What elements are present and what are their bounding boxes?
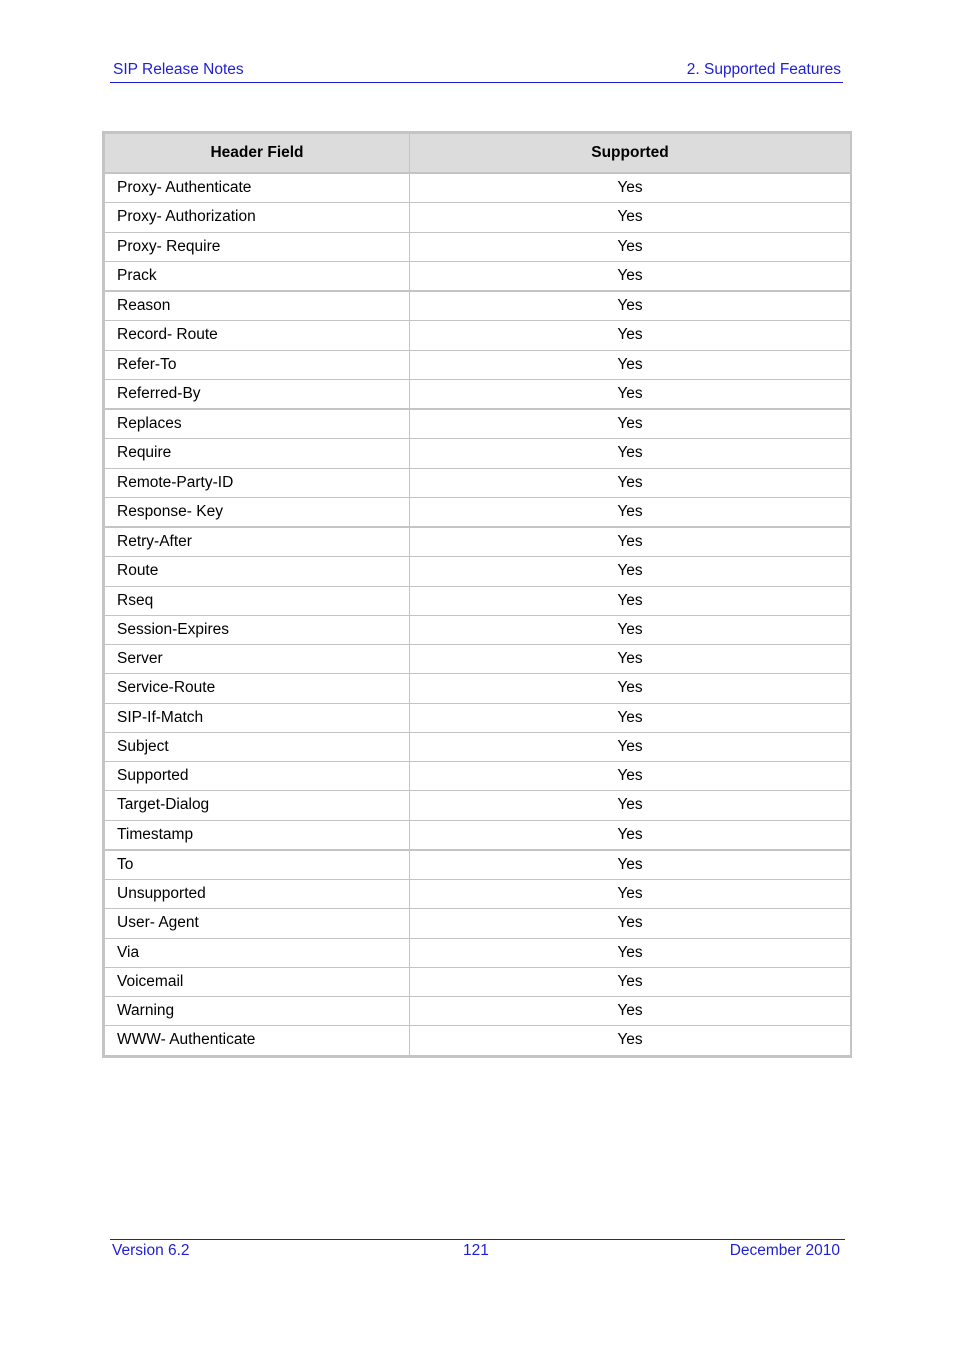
supported-cell: Yes [410, 557, 851, 586]
table-row [105, 880, 851, 909]
header-field-cell: Refer-To [105, 350, 410, 379]
supported-cell: Yes [410, 615, 851, 644]
table-row [105, 1026, 851, 1055]
header-fields-table [102, 131, 852, 1058]
table-body [105, 173, 851, 1055]
header-field-cell: Reason [105, 291, 410, 321]
table-header-row [105, 134, 851, 174]
supported-cell: Yes [410, 203, 851, 232]
header-field-cell: Proxy- Require [105, 232, 410, 261]
table-row [105, 468, 851, 497]
supported-cell: Yes [410, 967, 851, 996]
header-field-cell: Subject [105, 732, 410, 761]
header-field-cell: Unsupported [105, 880, 410, 909]
table-row [105, 350, 851, 379]
supported-cell: Yes [410, 173, 851, 203]
table-row [105, 586, 851, 615]
header-field-cell: Proxy- Authorization [105, 203, 410, 232]
table-row [105, 703, 851, 732]
supported-cell: Yes [410, 409, 851, 439]
column-header-field: Header Field [105, 134, 410, 174]
supported-cell: Yes [410, 232, 851, 261]
supported-cell: Yes [410, 468, 851, 497]
supported-cell: Yes [410, 350, 851, 379]
header-field-cell: Remote-Party-ID [105, 468, 410, 497]
table-row [105, 674, 851, 703]
header-field-cell: Route [105, 557, 410, 586]
supported-cell: Yes [410, 850, 851, 880]
table-row [105, 527, 851, 557]
table-row [105, 173, 851, 203]
header-field-cell: Replaces [105, 409, 410, 439]
supported-cell: Yes [410, 645, 851, 674]
header-field-cell: SIP-If-Match [105, 703, 410, 732]
header-field-cell: Record- Route [105, 321, 410, 350]
header-field-cell: Proxy- Authenticate [105, 173, 410, 203]
table-row [105, 820, 851, 850]
table-row [105, 997, 851, 1026]
table-row [105, 967, 851, 996]
header-field-cell: Require [105, 439, 410, 468]
header-field-cell: To [105, 850, 410, 880]
header-field-cell: Referred-By [105, 379, 410, 409]
document-title: SIP Release Notes [113, 61, 244, 78]
header-field-cell: Warning [105, 997, 410, 1026]
supported-cell: Yes [410, 732, 851, 761]
date-label: December 2010 [729, 1242, 840, 1259]
column-header-supported: Supported [410, 134, 851, 174]
table-row [105, 762, 851, 791]
supported-cell: Yes [410, 291, 851, 321]
header-field-cell: Prack [105, 261, 410, 291]
supported-cell: Yes [410, 880, 851, 909]
table-row [105, 261, 851, 291]
table-row [105, 379, 851, 409]
table-row [105, 557, 851, 586]
supported-cell: Yes [410, 703, 851, 732]
table-row [105, 909, 851, 938]
supported-cell: Yes [410, 1026, 851, 1055]
header-field-cell: Supported [105, 762, 410, 791]
supported-cell: Yes [410, 674, 851, 703]
header-field-cell: Server [105, 645, 410, 674]
table-row [105, 850, 851, 880]
header-field-cell: Voicemail [105, 967, 410, 996]
header-field-cell: Retry-After [105, 527, 410, 557]
supported-cell: Yes [410, 997, 851, 1026]
table-row [105, 615, 851, 644]
header-field-cell: Service-Route [105, 674, 410, 703]
table-row [105, 321, 851, 350]
header-field-cell: Session-Expires [105, 615, 410, 644]
supported-cell: Yes [410, 321, 851, 350]
supported-cell: Yes [410, 820, 851, 850]
header-field-cell: Rseq [105, 586, 410, 615]
supported-cell: Yes [410, 762, 851, 791]
table-row [105, 439, 851, 468]
page-number: 121 [463, 1242, 489, 1259]
supported-cell: Yes [410, 586, 851, 615]
header-field-cell: User- Agent [105, 909, 410, 938]
table-row [105, 497, 851, 527]
header-field-cell: Response- Key [105, 497, 410, 527]
section-title: 2. Supported Features [686, 61, 841, 78]
table-row [105, 409, 851, 439]
table-row [105, 645, 851, 674]
supported-cell: Yes [410, 938, 851, 967]
table-row [105, 732, 851, 761]
table-row [105, 203, 851, 232]
header-field-cell: WWW- Authenticate [105, 1026, 410, 1055]
supported-cell: Yes [410, 379, 851, 409]
header-field-cell: Timestamp [105, 820, 410, 850]
supported-cell: Yes [410, 791, 851, 820]
header-field-cell: Via [105, 938, 410, 967]
table-row [105, 938, 851, 967]
version-label: Version 6.2 [112, 1242, 190, 1259]
header-field-cell: Target-Dialog [105, 791, 410, 820]
page-footer [110, 1239, 845, 1264]
page-header [110, 58, 843, 83]
supported-cell: Yes [410, 909, 851, 938]
table-row [105, 291, 851, 321]
supported-cell: Yes [410, 527, 851, 557]
table-row [105, 232, 851, 261]
supported-cell: Yes [410, 439, 851, 468]
table-row [105, 791, 851, 820]
supported-cell: Yes [410, 497, 851, 527]
supported-cell: Yes [410, 261, 851, 291]
